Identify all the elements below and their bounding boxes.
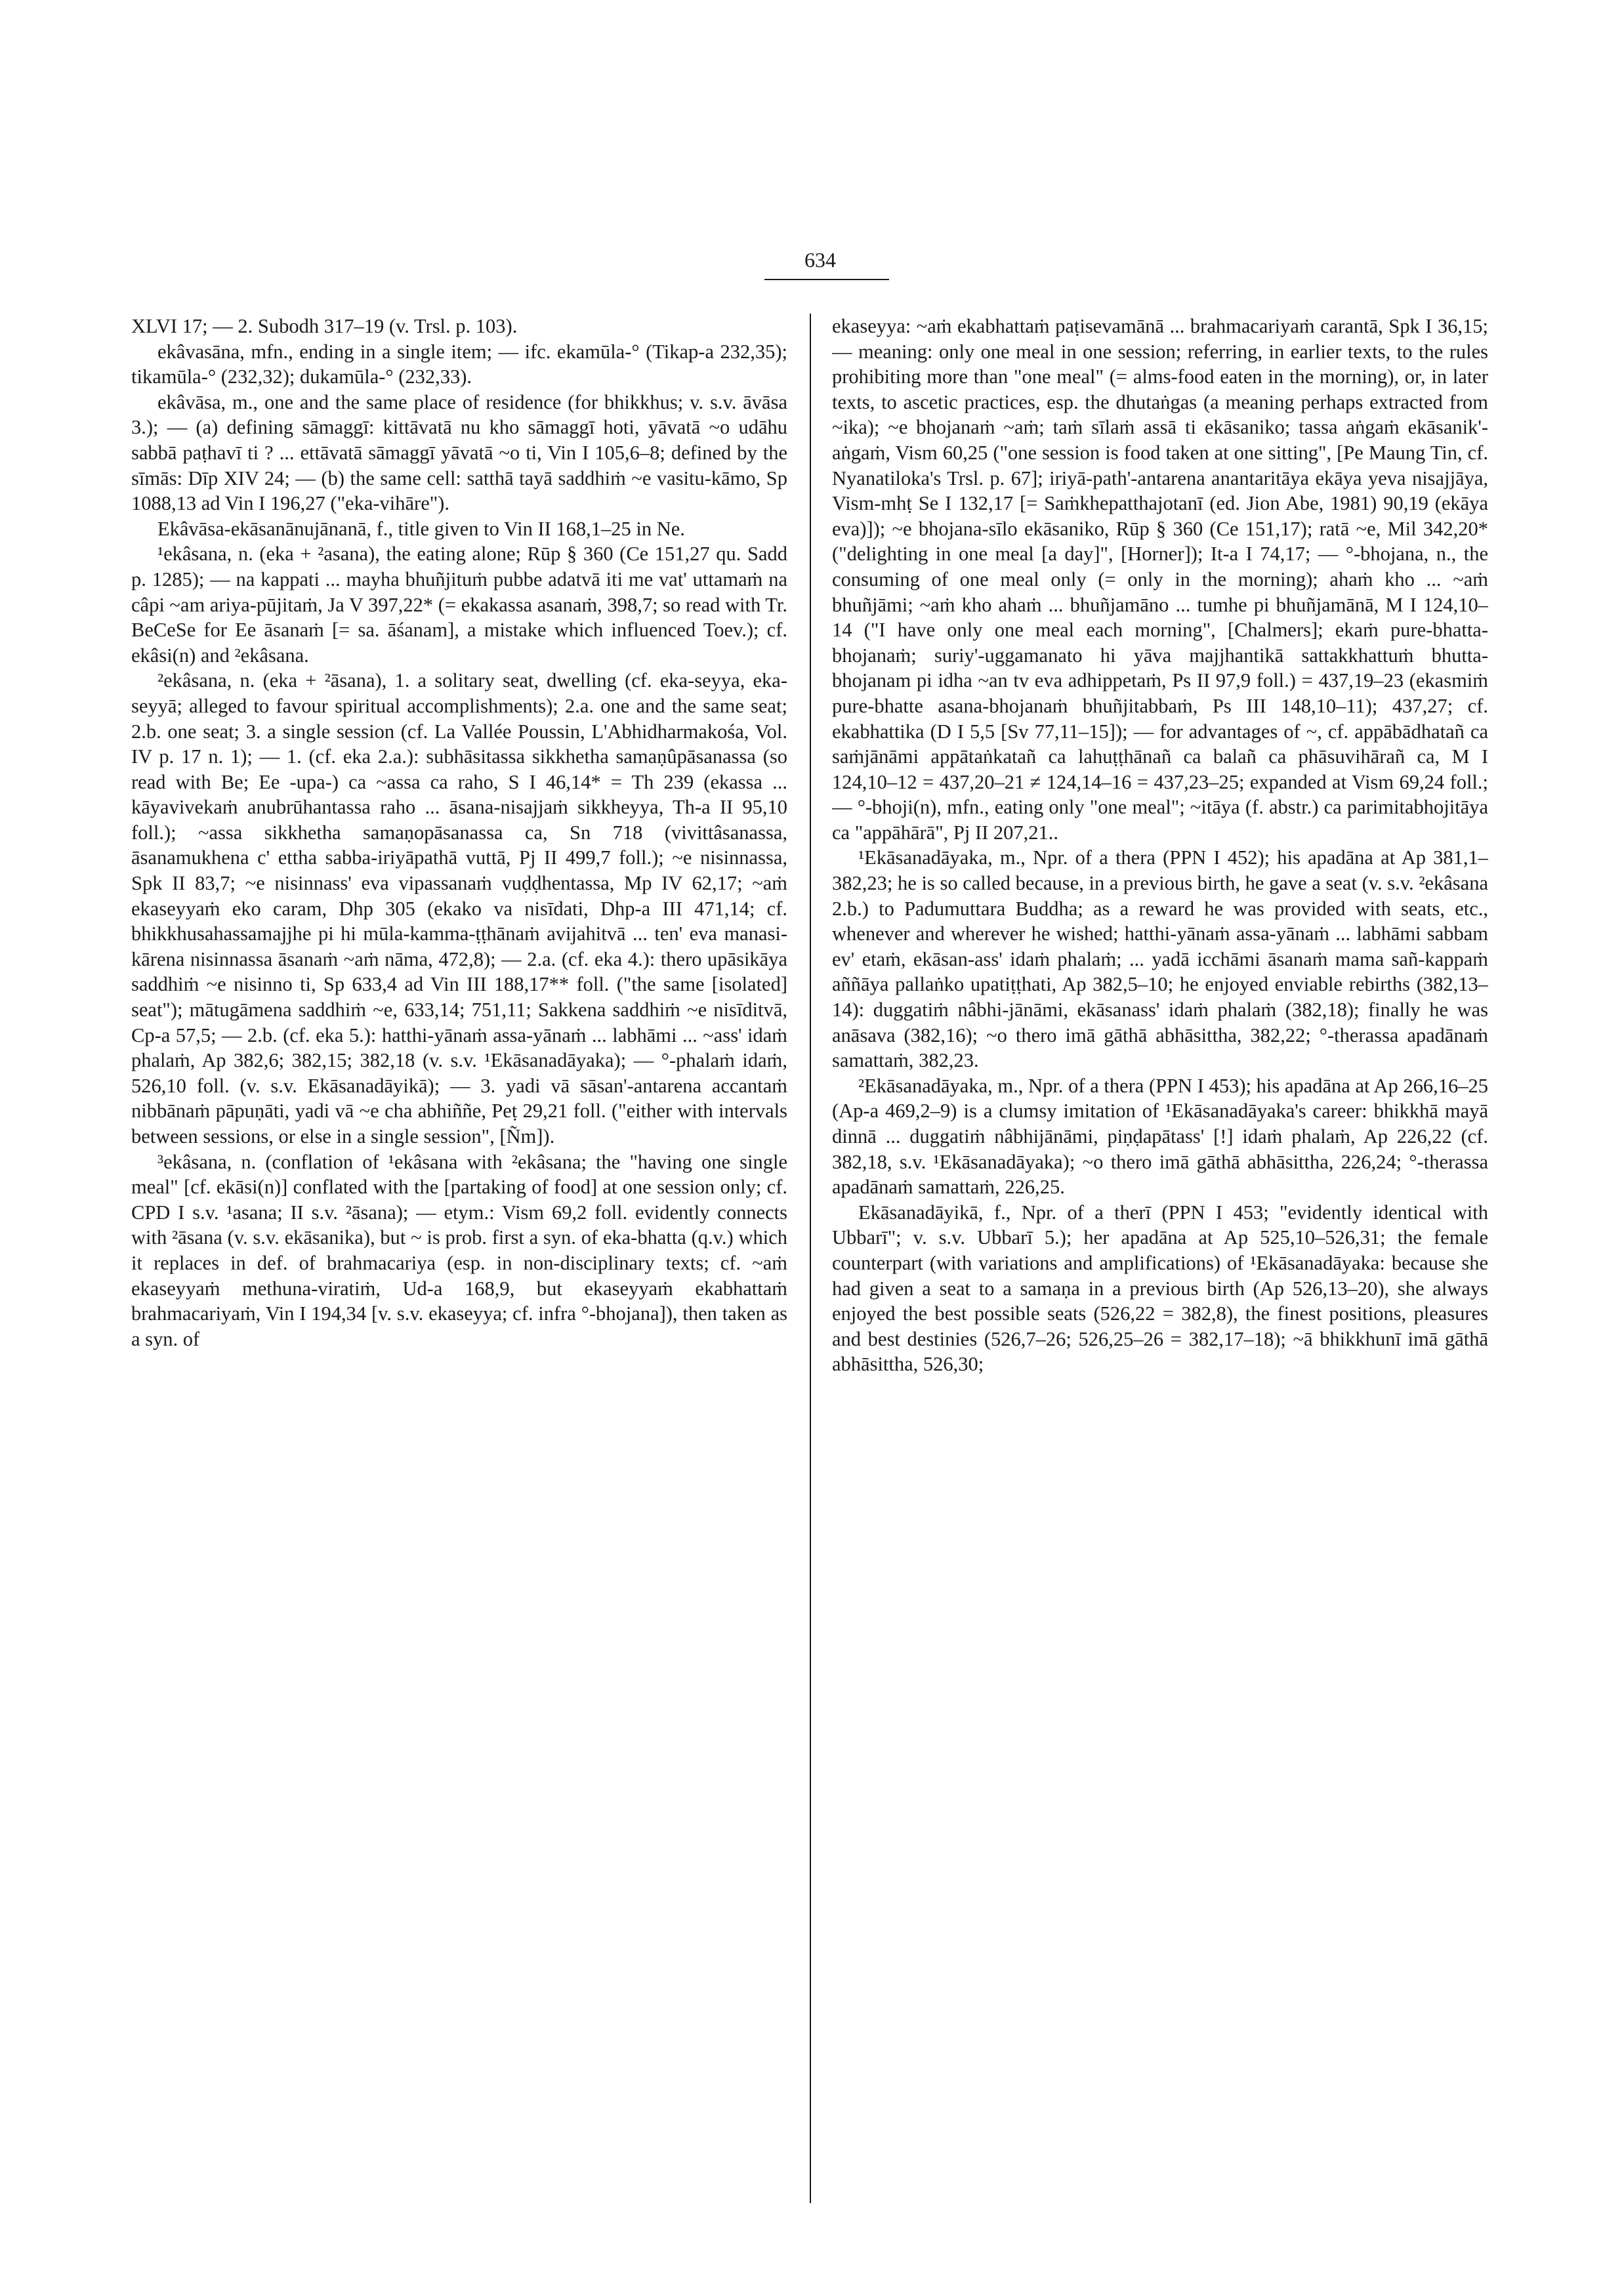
left-column <box>131 314 787 2256</box>
right-column-entry: ¹Ekāsanadāyaka, m., Npr. of a thera (PPN I 452); his apadāna at Ap 381,1–382,23; he is so called because, in a previous birth, he gave a seat (v. s.v. ²ekâsana 2.b.) to Padumuttara Buddha; as a reward he was provided with seats, etc., whenever and wherever he wished; hatthi-yānaṁ assa-yānaṁ ... labhāmi sabbam ev' etaṁ, ekāsan-ass' idaṁ phalaṁ; ... yadā icchāmi āsanaṁ mama sañ-kappaṁ aññāya pallaṅko upatiṭṭhati, Ap 382,5–10; he enjoyed enviable rebirths (382,13–14): duggatiṁ nâbhi-jānāmi, ekāsanass' idaṁ phalaṁ (382,18); finally he was anāsava (382,16); ~o thero imā gāthā abhāsittha, 382,22; °-therassa apadānaṁ samattaṁ, 382,23. <box>832 846 1488 1072</box>
left-column-entry: XLVI 17; — 2. Subodh 317–19 (v. Trsl. p. 103). <box>131 315 518 337</box>
left-column-entry: ekâvāsa, m., one and the same place of residence (for bhikkhus; v. s.v. āvāsa 3.); — (a) defining sāmaggī: kittāvatā nu kho sāmaggī hoti, yāvatā ~o udāhu sabbā paṭhavī ti ? ... ettāvatā sāmaggī yāvatā ~o ti, Vin I 105,6–8; defined by the sīmās: Dīp XIV 24; — (b) the same cell: satthā tayā saddhiṁ ~e vasitu-kāmo, Sp 1088,13 ad Vin I 196,27 ("eka-vihāre"). <box>131 390 787 515</box>
header-rule <box>764 279 889 280</box>
left-column-entry: ekâvasāna, mfn., ending in a single item; — ifc. ekamūla-° (Tikap-a 232,35); tikamūla-° (232,32); dukamūla-° (232,33). <box>131 340 787 388</box>
left-column-entry: ³ekâsana, n. (conflation of ¹ekâsana with ²ekâsana; the "having one single meal" [cf. ekāsi(n)] conflated with the [partaking of food] at one session only; cf. CPD I s.v. ¹asana; II s.v. ²āsana); — etym.: Vism 69,2 foll. evidently connects with ²āsana (v. s.v. ekāsanika), but ~ is prob. first a syn. of eka-bhatta (q.v.) which it replaces in def. of brahmacariya (esp. in non-disciplinary texts; cf. ~aṁ ekaseyyaṁ methuna-viratiṁ, Ud-a 168,9, but ekaseyyaṁ ekabhattaṁ brahmacariyaṁ, Vin I 194,34 [v. s.v. ekaseyya; cf. infra °-bhojana]), then taken as a syn. of <box>131 1150 787 1350</box>
right-column-entry: Ekāsanadāyikā, f., Npr. of a therī (PPN I 453; "evidently identical with Ubbarī"; v. s.v. Ubbarī 5.); her apadāna at Ap 525,10–526,31; the female counterpart (with variations and amplifications) of ¹Ekāsanadāyaka: because she had given a seat to a samaṇa in a previous birth (Ap 526,13–20), she always enjoyed the best possible seats (526,22 = 382,8), the finest positions, pleasures and best destinies (526,7–26; 526,25–26 = 382,17–18); ~ā bhikkhunī imā gāthā abhāsittha, 526,30; <box>832 1201 1488 1376</box>
left-column-entry: ²ekâsana, n. (eka + ²āsana), 1. a solitary seat, dwelling (cf. eka-seyya, eka-seyyā; alleged to favour spiritual accomplishments); 2.a. one and the same seat; 2.b. one seat; 3. a single session (cf. La Vallée Poussin, L'Abhidharmakośa, Vol. IV p. 17 n. 1); — 1. (cf. eka 2.a.): subhāsitassa sikkhetha samaṇûpāsanassa (so read with Be; Ee -upa-) ca ~assa ca raho, S I 46,14* = Th 239 (ekassa ... kāyavivekaṁ anubrūhantassa raho ... āsana-nisajjaṁ sikkheyya, Th-a II 95,10 foll.); ~assa sikkhetha samaṇopāsanassa ca, Sn 718 (vivittâsanassa, āsanamukhena c' ettha sabba-iriyāpathā vuttā, Pj II 499,7 foll.); ~e nisinnassa, Spk II 83,7; ~e nisinnass' eva vipassanaṁ vuḍḍhentassa, Mp IV 62,17; ~aṁ ekaseyyaṁ eko caram, Dhp 305 (ekako va nisīdati, Dhp-a III 471,14; cf. bhikkhusahassamajjhe pi hi mūla-kamma-ṭṭhānaṁ avijahitvā ... ten' eva manasi-kārena nisinnassa āsanaṁ ~aṁ nāma, 472,8); — 2.a. (cf. eka 4.): thero upāsikāya saddhiṁ ~e nisinno ti, Sp 633,4 ad Vin III 188,17** foll. ("the same [isolated] seat"); mātugāmena saddhiṁ ~e, 633,14; 751,11; Sakkena saddhiṁ ~e nisīditvā, Cp-a 57,5; — 2.b. (cf. eka 5.): hatthi-yānaṁ assa-yānaṁ ... labhāmi ... ~ass' idaṁ phalaṁ, Ap 382,6; 382,15; 382,18 (v. s.v. ¹Ekāsanadāyaka); — °-phalaṁ idaṁ, 526,10 foll. (v. s.v. Ekāsanadāyikā); — 3. yadi vā sāsan'-antarena accantaṁ nibbānaṁ pāpuṇāti, yadi vā ~e cha abhiññe, Peṭ 29,21 foll. ("either with intervals between sessions, or else in a single session", [Ñm]). <box>131 669 787 1148</box>
column-divider <box>810 314 811 2203</box>
right-column-entry: ekaseyya: ~aṁ ekabhattaṁ paṭisevamānā ... brahmacariyaṁ carantā, Spk I 36,15; — meaning: only one meal in one session; referring, in earlier texts, to the rules prohibiting more than "one meal" (= alms-food eaten in the morning), or, in later texts, to ascetic practices, esp. the dhutaṅgas (a meaning perhaps extracted from ~ika); ~e bhojanaṁ ~aṁ; taṁ sīlaṁ assā ti ekāsaniko; tassa aṅgaṁ ekāsanik'-aṅgaṁ, Vism 60,25 ("one session is food taken at one sitting", [Pe Maung Tin, cf. Nyanatiloka's Trsl. p. 67]; iriyā-path'-antarena anantaritāya ekāya yeva nisajjāya, Vism-mhṭ Se I 132,17 [= Saṁkhepatthajotanī (ed. Jion Abe, 1981) 90,19 (ekāya eva)]); ~e bhojana-sīlo ekāsaniko, Rūp § 360 (Ce 151,17); ratā ~e, Mil 342,20* ("delighting in one meal [a day]", [Horner]); It-a I 74,17; — °-bhojana, n., the consuming of one meal only (= only in the morning); ahaṁ kho ... ~aṁ bhuñjāmi; ~aṁ kho ahaṁ ... bhuñjamāno ... tumhe pi bhuñjamānā, M I 124,10–14 ("I have only one meal each morning", [Chalmers]; ekaṁ pure-bhatta-bhojanaṁ; suriy'-uggamanato hi yāva majjhantikā sattakkhattuṁ bhutta-bhojanam pi idha ~an tv eva adhippetaṁ, Ps II 97,9 foll.) = 437,19–23 (ekasmiṁ pure-bhatte asana-bhojanaṁ bhuñjitabbaṁ, Ps III 148,10–11); 437,27; cf. ekabhattika (D I 5,5 [Sv 77,11–15]); — for advantages of ~, cf. appābādhatañ ca saṁjānāmi appātaṅkatañ ca lahuṭṭhānañ ca balañ ca phāsuvihārañ ca, M I 124,10–12 = 437,20–21 ≠ 124,14–16 = 437,23–25; expanded at Vism 69,24 foll.; — °-bhoji(n), mfn., eating only "one meal"; ~itāya (f. abstr.) ca parimitabhojitāya ca "appāhārā", Pj II 207,21.. <box>832 315 1488 844</box>
left-column-entry: ¹ekâsana, n. (eka + ²asana), the eating alone; Rūp § 360 (Ce 151,27 qu. Sadd p. 1285); — na kappati ... mayha bhuñjituṁ pubbe adatvā iti me vat' uttamaṁ na câpi ~am ariya-pūjitaṁ, Ja V 397,22* (= ekakassa asanaṁ, 398,7; so read with Tr. BeCeSe for Ee āsanaṁ [= sa. āśanam], a mistake which influenced Toev.); cf. ekâsi(n) and ²ekâsana. <box>131 543 787 667</box>
right-column-entry: ²Ekāsanadāyaka, m., Npr. of a thera (PPN I 453); his apadāna at Ap 266,16–25 (Ap-a 469,2–9) is a clumsy imitation of ¹Ekāsanadāyaka's career: bhikkhā mayā dinnā ... duggatiṁ nâbhijānāmi, piṇḍapātass' [!] idaṁ phalaṁ, Ap 226,22 (cf. 382,18, s.v. ¹Ekāsanadāyaka); ~o thero imā gāthā abhāsittha, 226,24; °-therassa apadānaṁ samattaṁ, 226,25. <box>832 1074 1488 1199</box>
right-column <box>832 314 1488 2256</box>
left-column-entry: Ekâvāsa-ekāsanānujānanā, f., title given to Vin II 168,1–25 in Ne. <box>157 517 685 540</box>
page-number: 634 <box>804 248 836 272</box>
